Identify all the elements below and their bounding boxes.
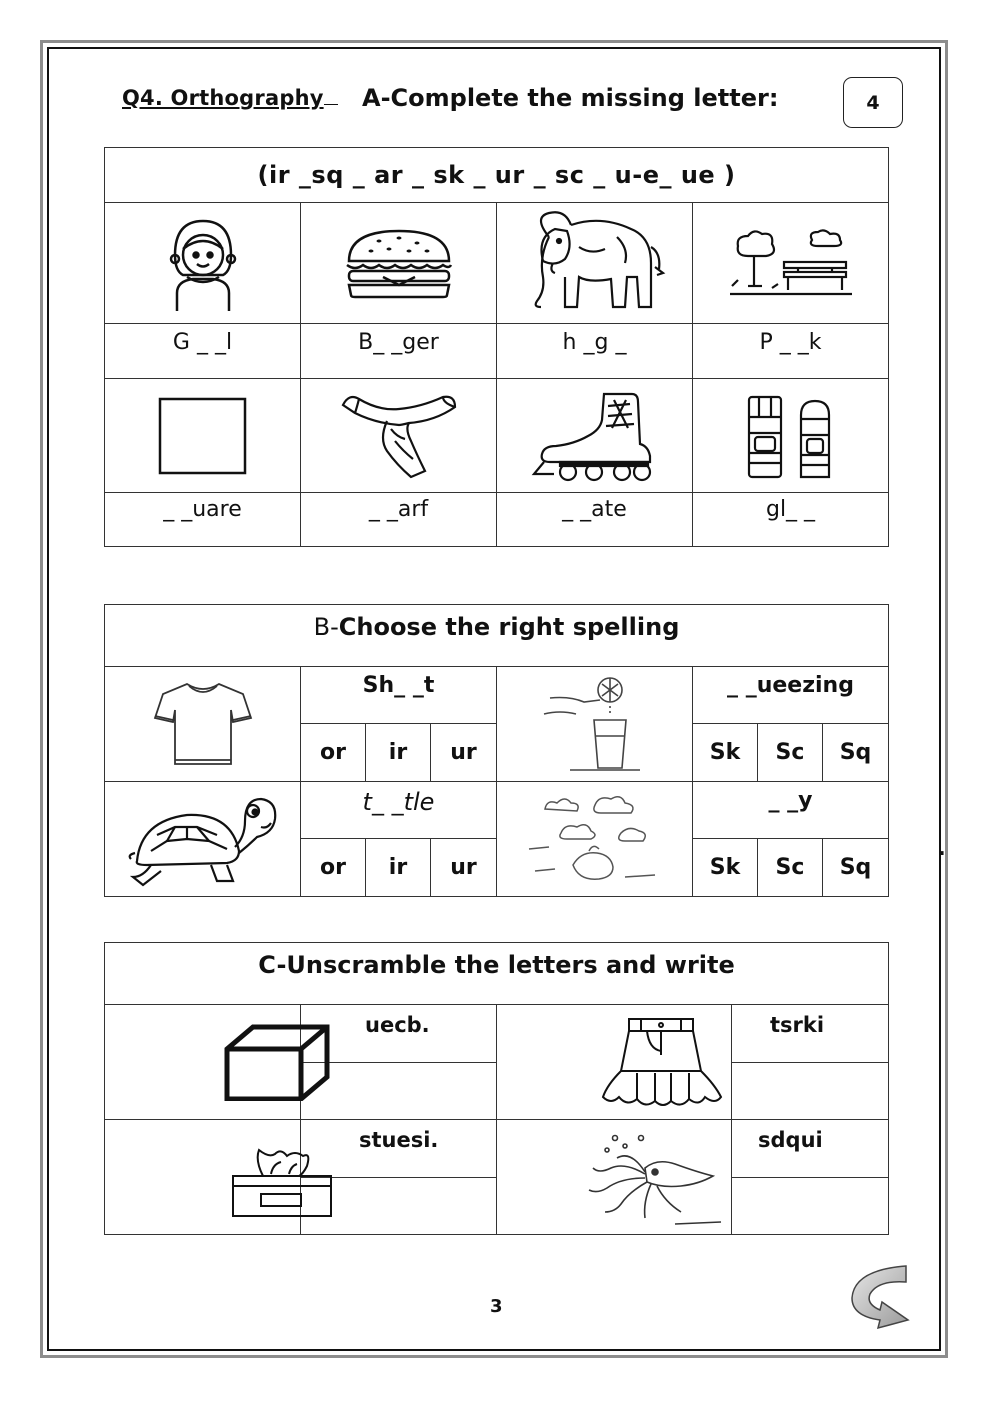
elephant-icon bbox=[519, 207, 671, 319]
section-c-title: C-Unscramble the letters and write bbox=[105, 943, 889, 1005]
word-square: _ _uare bbox=[105, 493, 301, 547]
tshirt-cell bbox=[105, 667, 301, 782]
option-ir-2[interactable]: ir bbox=[366, 839, 431, 897]
option-sc-2[interactable]: Sc bbox=[758, 839, 823, 897]
section-b-table bbox=[104, 604, 889, 897]
elephant-cell bbox=[497, 203, 693, 324]
girl-icon bbox=[163, 213, 243, 313]
section-a-title: A-Complete the missing letter: bbox=[362, 84, 779, 112]
option-sk-2[interactable]: Sk bbox=[693, 839, 758, 897]
section-b-prefix: B- bbox=[313, 613, 339, 641]
square-icon bbox=[158, 397, 248, 475]
next-page-arrow[interactable] bbox=[848, 1262, 912, 1330]
option-sk[interactable]: Sk bbox=[693, 724, 758, 782]
tissues-icon bbox=[229, 1146, 335, 1218]
option-sq-2[interactable]: Sq bbox=[823, 839, 889, 897]
question-label: Q4. Orthography bbox=[122, 86, 338, 110]
blank-turtle bbox=[301, 782, 497, 839]
blank-sky: _ _y bbox=[693, 782, 889, 839]
word-girl: G _ _l bbox=[105, 324, 301, 379]
turtle-icon bbox=[127, 791, 279, 887]
sky-cell bbox=[497, 782, 693, 897]
option-ir[interactable]: ir bbox=[366, 724, 431, 782]
answer-skirt[interactable] bbox=[732, 1063, 889, 1120]
word-burger: B_ _ger bbox=[301, 324, 497, 379]
scrambled-skirt: tsrki bbox=[732, 1005, 889, 1063]
tissues-cell bbox=[105, 1120, 301, 1235]
curved-arrow-icon bbox=[848, 1262, 912, 1330]
scrambled-squid: sdqui bbox=[732, 1120, 889, 1178]
scrambled-cube: uecb. bbox=[301, 1005, 497, 1063]
girl-cell bbox=[105, 203, 301, 324]
option-ur[interactable]: ur bbox=[431, 724, 497, 782]
squid-icon bbox=[585, 1132, 725, 1226]
square-cell bbox=[105, 379, 301, 493]
option-ur-2[interactable]: ur bbox=[431, 839, 497, 897]
squid-cell bbox=[497, 1120, 732, 1235]
park-cell bbox=[693, 203, 889, 324]
blank-squeezing: _ _ueezing bbox=[693, 667, 889, 724]
glue-icon bbox=[743, 393, 839, 479]
glue-cell bbox=[693, 379, 889, 493]
word-park: P _ _k bbox=[693, 324, 889, 379]
word-skate: _ _ate bbox=[497, 493, 693, 547]
cube-icon bbox=[223, 1023, 331, 1101]
word-bank: (ir _sq _ ar _ sk _ ur _ sc _ u-e_ ue ) bbox=[105, 148, 889, 203]
turtle-cell bbox=[105, 782, 301, 897]
squeezing-icon bbox=[540, 674, 650, 774]
cube-cell bbox=[105, 1005, 301, 1120]
option-or[interactable]: or bbox=[301, 724, 366, 782]
section-c-table bbox=[104, 942, 889, 1235]
answer-squid[interactable] bbox=[732, 1178, 889, 1235]
tshirt-icon bbox=[153, 680, 253, 768]
section-a-table bbox=[104, 147, 889, 547]
blank-turtle-text: t_ _tle bbox=[362, 788, 435, 816]
scrambled-tissues: stuesi. bbox=[301, 1120, 497, 1178]
word-glue: gl_ _ bbox=[693, 493, 889, 547]
scarf-icon bbox=[339, 389, 459, 483]
burger-cell bbox=[301, 203, 497, 324]
word-hug: h _g _ bbox=[497, 324, 693, 379]
squeezing-cell bbox=[497, 667, 693, 782]
skirt-cell bbox=[497, 1005, 732, 1120]
section-b-title-text: Choose the right spelling bbox=[338, 613, 680, 641]
page-number: 3 bbox=[490, 1296, 503, 1317]
blank-shirt: Sh_ _t bbox=[301, 667, 497, 724]
skate-icon bbox=[530, 390, 660, 482]
skirt-icon bbox=[597, 1015, 727, 1111]
side-dot: . bbox=[938, 836, 946, 860]
option-sc[interactable]: Sc bbox=[758, 724, 823, 782]
sky-icon bbox=[525, 789, 665, 889]
scarf-cell bbox=[301, 379, 497, 493]
burger-icon bbox=[343, 227, 455, 299]
option-sq[interactable]: Sq bbox=[823, 724, 889, 782]
score-box bbox=[843, 77, 903, 128]
skate-cell bbox=[497, 379, 693, 493]
section-b-title bbox=[105, 605, 889, 667]
score-value: 4 bbox=[866, 91, 880, 114]
word-scarf: _ _arf bbox=[301, 493, 497, 547]
park-icon bbox=[726, 228, 856, 298]
option-or-2[interactable]: or bbox=[301, 839, 366, 897]
